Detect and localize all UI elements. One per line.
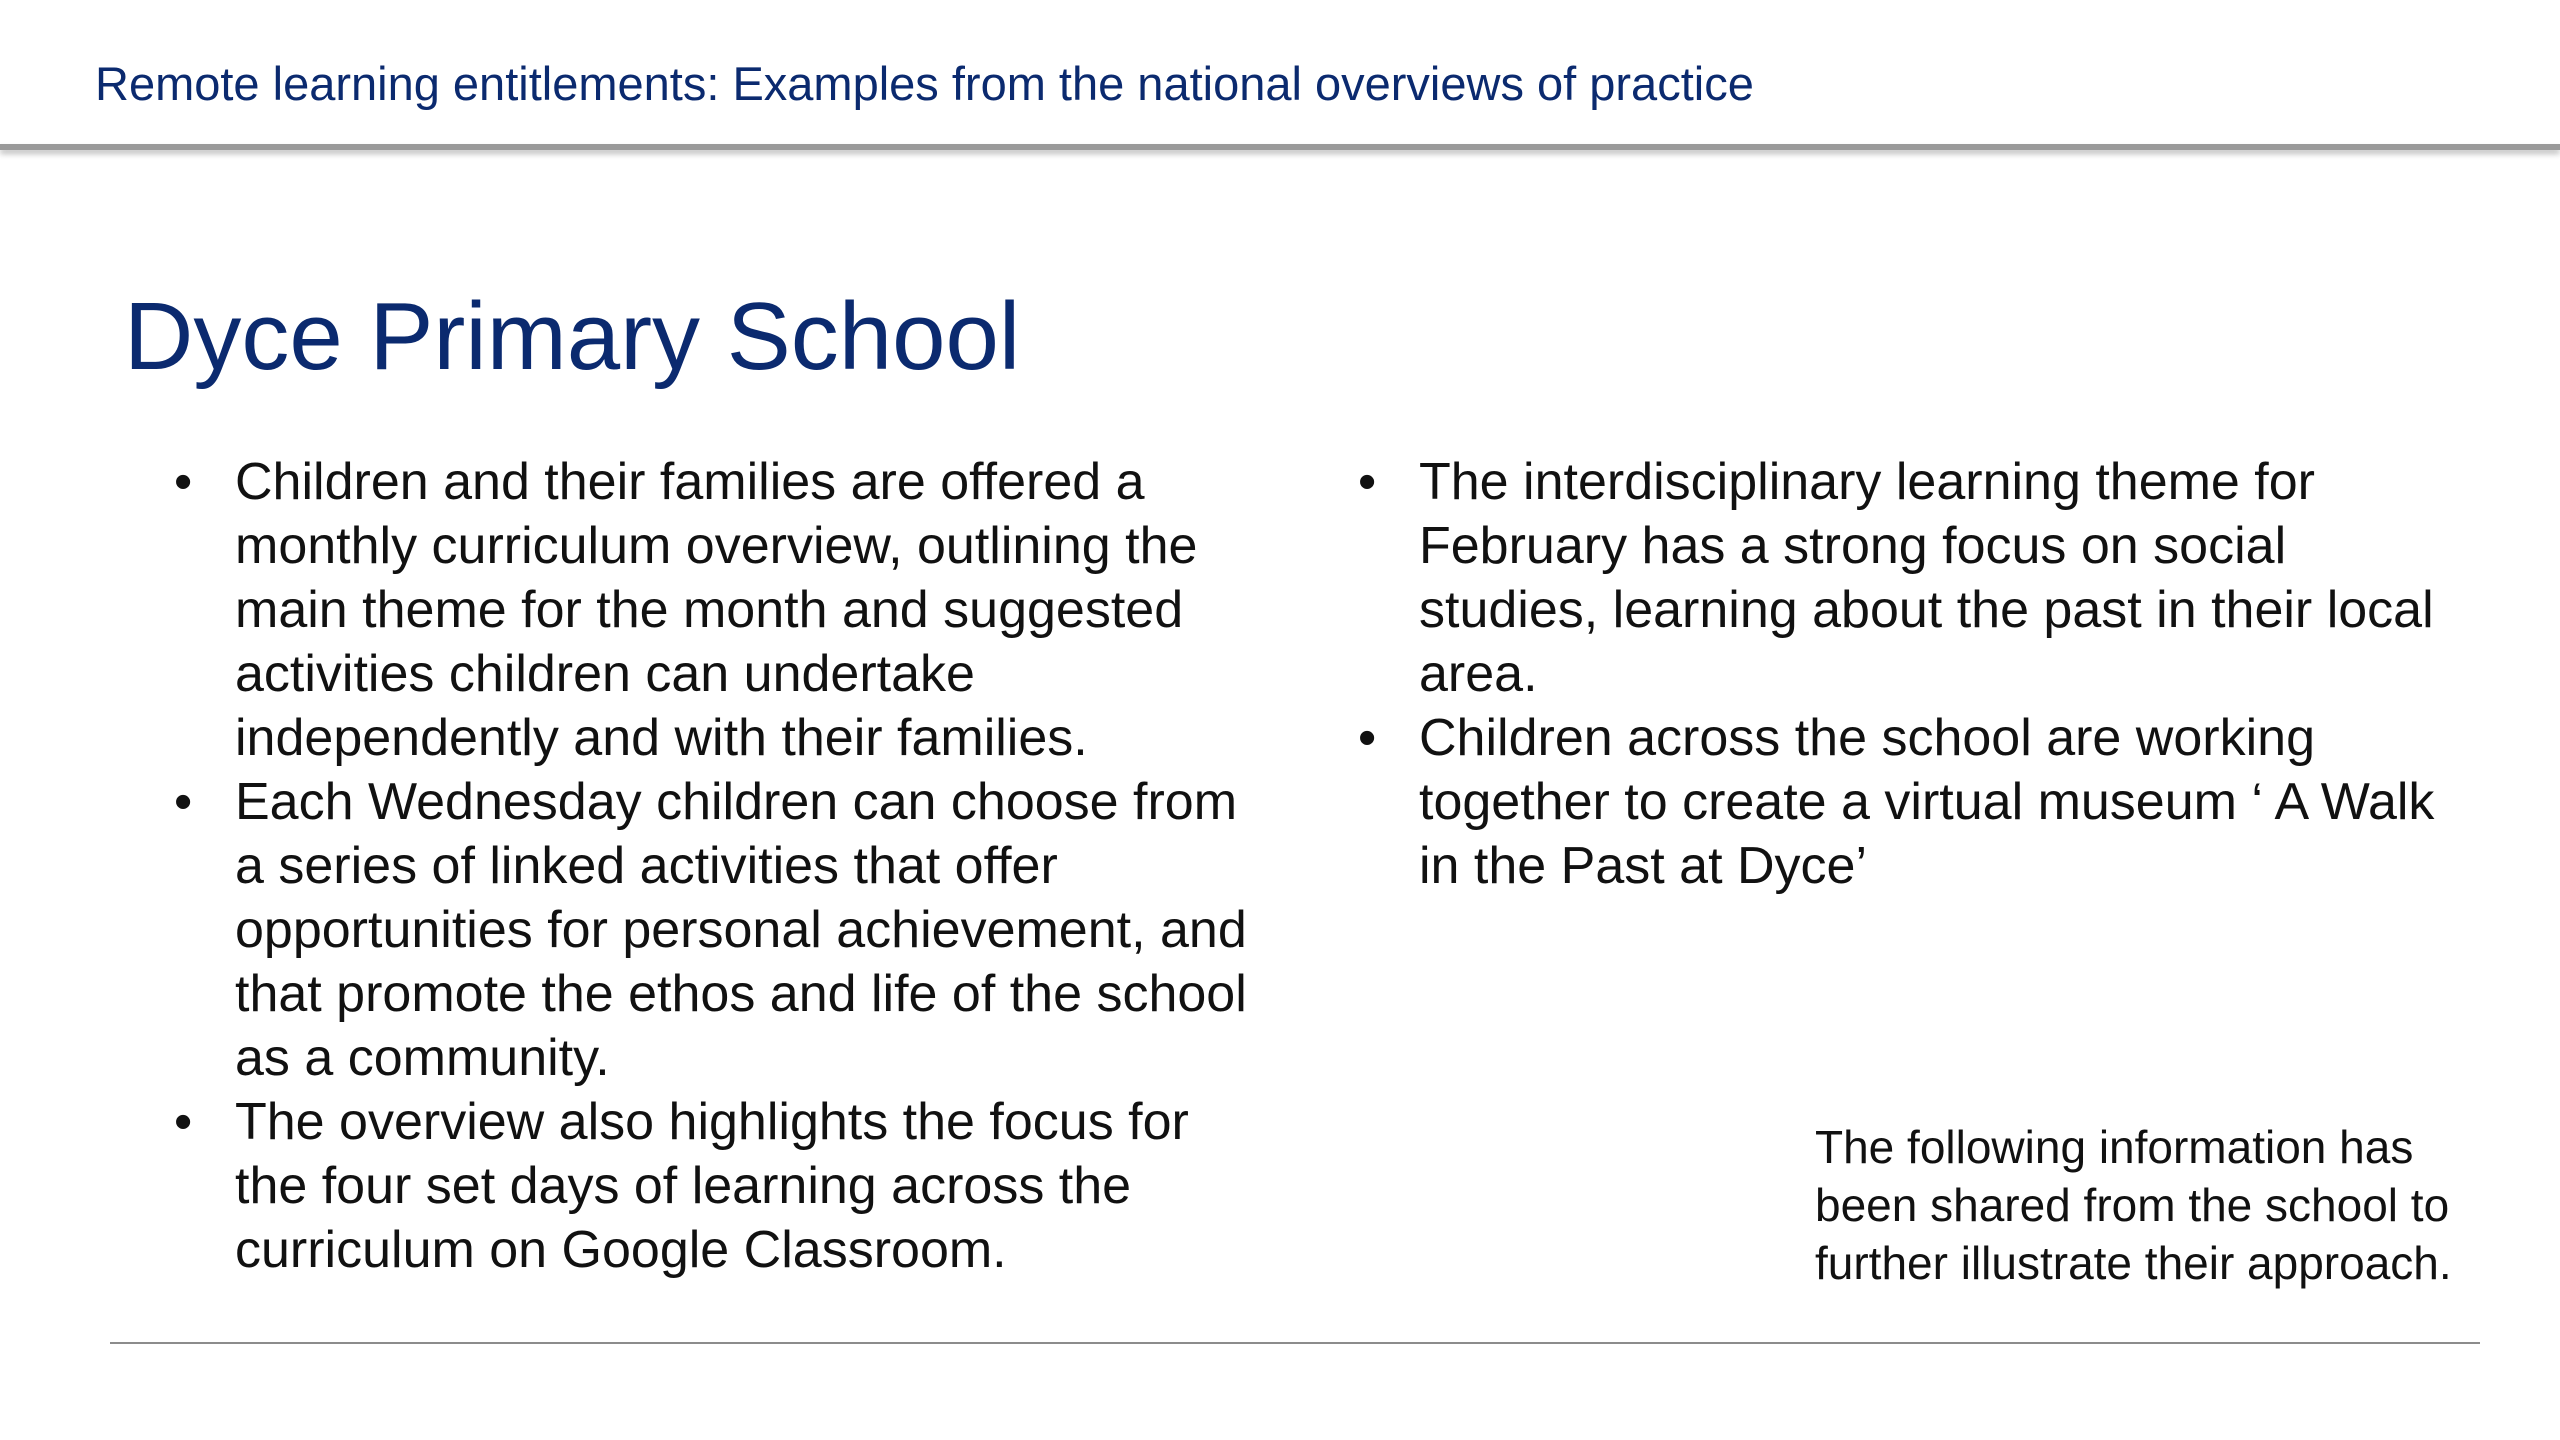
list-item — [1308, 706, 2438, 898]
header-title: Remote learning entitlements: Examples from the national overviews of practice — [95, 57, 1754, 110]
bullet-icon: • — [1358, 453, 1377, 511]
bullet-text: Each Wednesday children can choose from a series of linked activities that offer opportunities for personal achievement, and that promote the ethos and life of the school as a community. — [235, 773, 1247, 1087]
list-item — [1308, 450, 2438, 706]
bullet-text: The interdisciplinary learning theme for February has a strong focus on social studies, learning about the past in their local area. — [1419, 453, 2434, 703]
right-bullet-list — [1308, 450, 2438, 898]
bullet-icon: • — [174, 1093, 193, 1151]
bullet-icon: • — [1358, 709, 1377, 767]
bullet-icon: • — [174, 453, 193, 511]
list-item — [124, 770, 1254, 1090]
left-bullet-list — [124, 450, 1254, 1282]
header-divider — [0, 144, 2560, 150]
footer-divider — [110, 1342, 2480, 1344]
page-title: Dyce Primary School — [124, 283, 1021, 390]
source-note: The following information has been shared from the school to further illustrate their approach. — [1815, 1121, 2452, 1289]
bullet-text: Children across the school are working together to create a virtual museum ‘ A Walk in the Past at Dyce’ — [1419, 709, 2435, 895]
bullet-icon: • — [174, 773, 193, 831]
slide-header — [0, 0, 2560, 144]
list-item — [124, 450, 1254, 770]
list-item — [124, 1090, 1254, 1282]
bullet-text: The overview also highlights the focus for the four set days of learning across the curriculum on Google Classroom. — [235, 1093, 1189, 1279]
bullet-text: Children and their families are offered a monthly curriculum overview, outlining the main theme for the month and suggested activities children can undertake independently and with their families. — [235, 453, 1198, 767]
